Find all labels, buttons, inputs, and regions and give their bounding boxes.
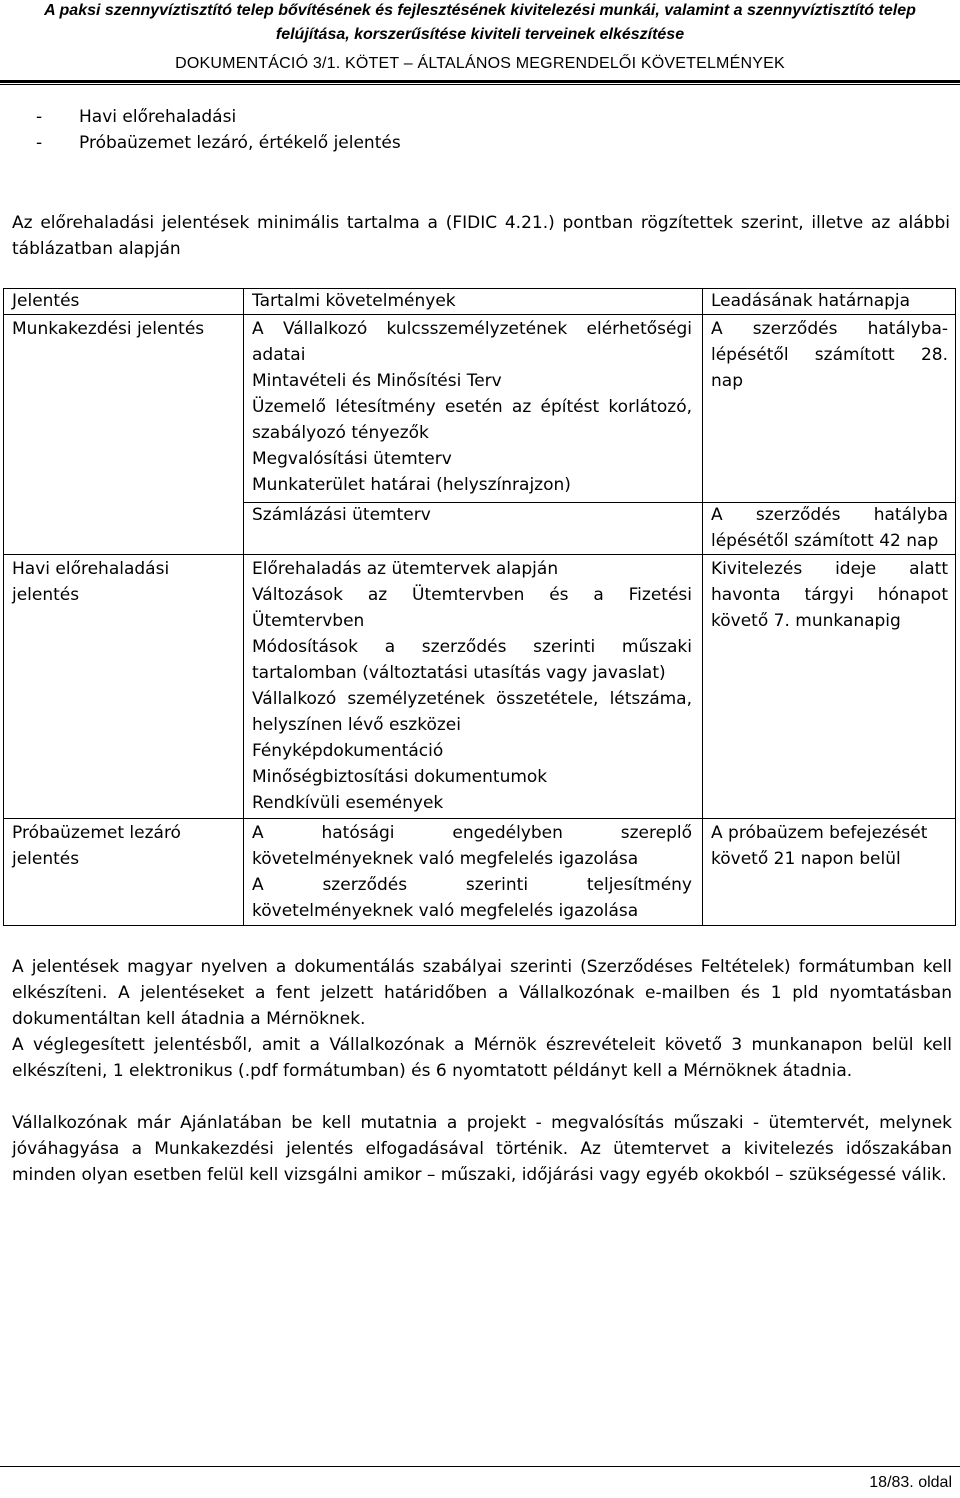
requirement-line: Rendkívüli események [252,793,444,813]
requirement-line: tartalomban (változtatási utasítás vagy javaslat) [252,663,666,683]
table-rule [3,554,956,555]
requirement-line: A hatósági engedélyben szereplő [252,823,692,843]
requirement-line: Üzemelő létesítmény esetén az építést korlátozó, [252,397,692,417]
table-rule [702,288,703,926]
report-requirements-table [3,288,956,926]
requirement-line: Minőségbiztosítási dokumentumok [252,767,548,787]
list-item-text: Próbaüzemet lezáró, értékelő jelentés [79,133,401,153]
deadline-cell [711,556,948,634]
requirements-cell [252,556,692,816]
deadline-line: Kivitelezés ideje alatt [711,559,948,579]
deadline-line: A szerződés hatályba [711,505,948,525]
dash-bullet-icon: - [36,107,43,127]
document-header-title-line1: A paksi szennyvíztisztító telep bővítésének és fejlesztésének kivitelezési munkái, valamint a szennyvíztisztító telep [44,2,916,19]
report-name-cell [12,820,237,872]
column-header-requirements: Tartalmi követelmények [252,291,456,311]
table-rule [3,818,956,819]
paragraph-language-format: A jelentések magyar nyelven a dokumentálás szabályai szerinti (Szerződéses Feltételek) formátumban kell elkészíteni. A jelentéseket a fent jelzett határidőben a Vállalkozónak e-mailben és 1 pld nyomtatásban dokumentáltan kell átadnia a Mérnöknek. [12,957,952,1029]
requirement-line: helyszínen lévő eszközei [252,715,461,735]
requirements-cell [252,502,692,528]
requirement-line: Változások az Ütemtervben és a Fizetési [252,585,692,605]
deadline-line: követő 21 napon belül [711,849,901,869]
report-type-list [36,104,936,156]
report-name: jelentés [12,849,80,869]
requirement-line: Munkaterület határai (helyszínrajzon) [252,475,571,495]
footer-rule [0,1466,960,1467]
document-header-volume: DOKUMENTÁCIÓ 3/1. KÖTET – ÁLTALÁNOS MEGRENDELŐI KÖVETELMÉNYEK [175,55,785,72]
report-name: Munkakezdési jelentés [12,319,205,339]
table-rule [3,288,4,926]
requirements-cell [252,316,692,498]
deadline-line: nap [711,371,743,391]
deadline-line: lépésétől számított 28. [711,345,948,365]
list-item [36,130,936,156]
deadline-line: havonta tárgyi hónapot [711,585,948,605]
paragraph-final-report: A véglegesített jelentésből, amit a Vállalkozónak a Mérnök észrevételeit követő 3 munkanapon belül kell elkészíteni, 1 elektronikus (.pdf formátumban) és 6 nyomtatott példányt kell a Mérnöknek átadnia. [12,1035,952,1081]
requirement-line: A szerződés szerinti teljesítmény [252,875,692,895]
deadline-cell [711,502,948,554]
requirement-line: Mintavételi és Minősítési Terv [252,371,502,391]
column-header-deadline: Leadásának határnapja [711,291,911,311]
paragraph-schedule: Vállalkozónak már Ajánlatában be kell mutatnia a projekt - megvalósítás műszaki - ütemtervét, melynek jóváhagyása a Munkakezdési jelentés elfogadásával történik. Az ütemtervet a kivitelezés időszakában minden olyan esetben felül kell vizsgálni amikor – műszaki, időjárási vagy egyéb okokból – szükségessé válik. [12,1113,952,1185]
deadline-cell [711,820,948,872]
requirement-line: szabályozó tényezők [252,423,429,443]
requirement-line: Vállalkozó személyzetének összetétele, létszáma, [252,689,692,709]
report-name: Havi előrehaladási [12,559,170,579]
deadline-line: A próbaüzem befejezését [711,823,928,843]
table-rule [955,288,956,926]
requirements-cell [252,820,692,924]
column-header-report: Jelentés [12,291,80,311]
table-rule [3,314,956,315]
intro-line: táblázatban alapján [12,239,181,259]
list-item-text: Havi előrehaladási [79,107,237,127]
deadline-line: követő 7. munkanapig [711,611,901,631]
report-name: jelentés [12,585,80,605]
dash-bullet-icon: - [36,133,43,153]
list-item [36,104,936,130]
deadline-line: A szerződés hatályba- [711,319,948,339]
report-name: Próbaüzemet lezáró [12,823,181,843]
requirement-line: Megvalósítási ütemterv [252,449,452,469]
deadline-cell [711,316,948,394]
requirement-line: adatai [252,345,306,365]
page-number: 18/83. oldal [869,1474,952,1491]
requirement-line: Előrehaladás az ütemtervek alapján [252,559,559,579]
requirement-line: Fényképdokumentáció [252,741,444,761]
requirement-line: Számlázási ütemterv [252,505,431,525]
deadline-line: lépésétől számított 42 nap [711,531,939,551]
requirement-line: A Vállalkozó kulcsszemélyzetének elérhetőségi [252,319,692,339]
requirement-line: Módosítások a szerződés szerinti műszaki [252,637,692,657]
header-rule [0,80,960,85]
intro-line: Az előrehaladási jelentések minimális tartalma a (FIDIC 4.21.) pontban rögzítettek szerint, illetve az alábbi [12,213,950,233]
intro-paragraph [12,210,950,262]
requirement-line: követelményeknek való megfelelés igazolása [252,901,639,921]
document-header-title-line2: felújítása, korszerűsítése kiviteli terveinek elkészítése [275,26,685,43]
requirement-line: Ütemtervben [252,611,365,631]
report-name-cell [12,556,237,608]
table-rule [243,288,244,926]
report-name-cell [12,316,237,342]
requirement-line: követelményeknek való megfelelés igazolása [252,849,639,869]
